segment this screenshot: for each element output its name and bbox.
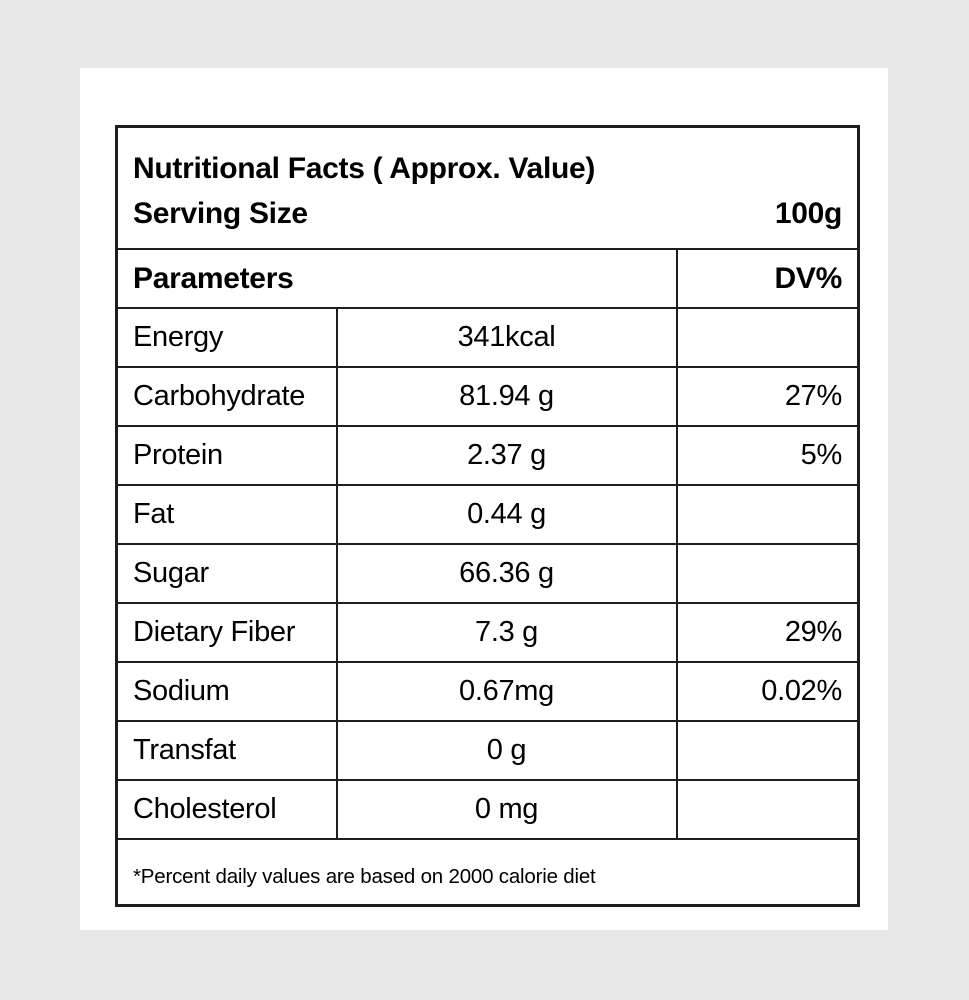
table-row-dietary-fiber (117, 603, 859, 662)
row-label: Dietary Fiber (117, 603, 337, 662)
column-header-row (117, 249, 859, 308)
table-row-sugar (117, 544, 859, 603)
header-cell (117, 127, 859, 250)
row-label: Transfat (117, 721, 337, 780)
row-dv (677, 544, 859, 603)
row-value: 341kcal (337, 308, 677, 367)
serving-size-row (133, 191, 842, 236)
table-row-transfat (117, 721, 859, 780)
row-dv (677, 721, 859, 780)
footnote-row (117, 839, 859, 906)
row-dv: 29% (677, 603, 859, 662)
row-value: 0.44 g (337, 485, 677, 544)
row-label: Carbohydrate (117, 367, 337, 426)
row-dv (677, 780, 859, 839)
column-header-dv: DV% (677, 249, 859, 308)
nutrition-label-card (80, 68, 888, 930)
row-value: 0.67mg (337, 662, 677, 721)
table-row-sodium (117, 662, 859, 721)
row-value: 0 g (337, 721, 677, 780)
serving-size-label: Serving Size (133, 197, 308, 230)
row-dv: 27% (677, 367, 859, 426)
row-label: Protein (117, 426, 337, 485)
row-value: 7.3 g (337, 603, 677, 662)
serving-size-value: 100g (774, 197, 842, 230)
header-row (117, 127, 859, 250)
row-label: Cholesterol (117, 780, 337, 839)
row-dv (677, 485, 859, 544)
row-value: 66.36 g (337, 544, 677, 603)
row-dv (677, 308, 859, 367)
footnote: *Percent daily values are based on 2000 calorie diet (117, 839, 859, 906)
table-row-carbohydrate (117, 367, 859, 426)
row-label: Fat (117, 485, 337, 544)
row-value: 81.94 g (337, 367, 677, 426)
row-label: Sodium (117, 662, 337, 721)
row-dv: 0.02% (677, 662, 859, 721)
nutrition-table (115, 125, 860, 907)
table-row-protein (117, 426, 859, 485)
row-label: Energy (117, 308, 337, 367)
row-value: 0 mg (337, 780, 677, 839)
column-header-parameters: Parameters (117, 249, 677, 308)
row-value: 2.37 g (337, 426, 677, 485)
row-dv: 5% (677, 426, 859, 485)
table-row-fat (117, 485, 859, 544)
row-label: Sugar (117, 544, 337, 603)
table-row-energy (117, 308, 859, 367)
label-title: Nutritional Facts ( Approx. Value) (133, 152, 596, 185)
table-row-cholesterol (117, 780, 859, 839)
